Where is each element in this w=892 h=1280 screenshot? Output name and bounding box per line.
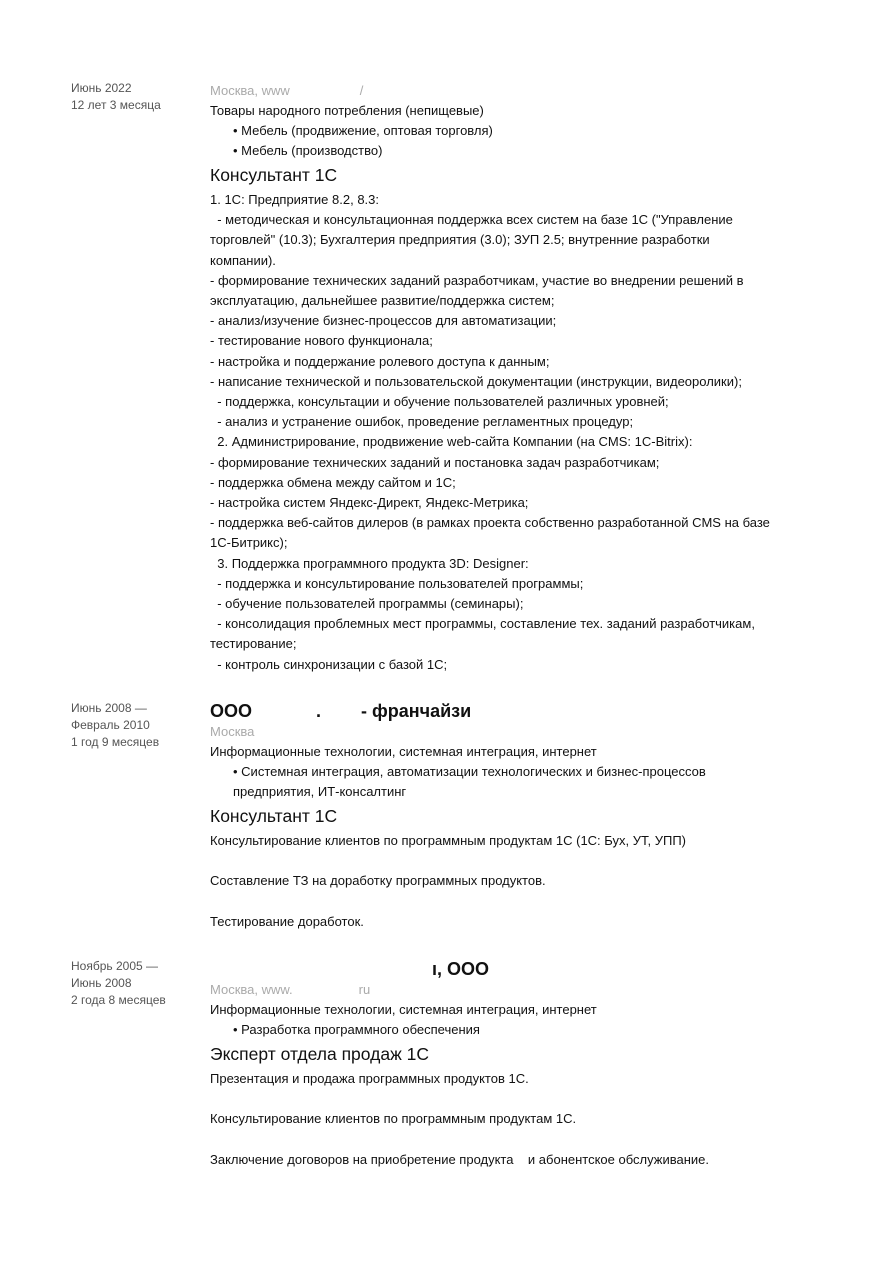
description-line: - настройка и поддержание ролевого доступа к данным; xyxy=(210,353,550,369)
position-title: Эксперт отдела продаж 1С xyxy=(210,1044,430,1064)
duration: 12 лет 3 месяца xyxy=(71,98,161,112)
company-location: Москва, www / xyxy=(210,83,364,98)
description-line: - поддержка веб-сайтов дилеров (в рамках проекта собственно разработанной CMS на базе xyxy=(210,515,770,531)
industry: Информационные технологии, системная интеграция, интернет xyxy=(210,1002,597,1017)
description-line: - контроль синхронизации с базой 1С; xyxy=(210,656,448,672)
start-date: Июнь 2008 — xyxy=(71,701,147,715)
entry-content xyxy=(210,81,825,675)
entry-content xyxy=(210,700,825,932)
description-line: - обучение пользователей программы (семинары); xyxy=(210,596,524,612)
position-title: Консультант 1С xyxy=(210,806,338,826)
description-line: Заключение договоров на приобретение продукта и абонентское обслуживание. xyxy=(210,1151,709,1167)
subindustry: • Системная интеграция, автоматизации технологических и бизнес-процессов xyxy=(233,764,706,779)
position-title: Консультант 1С xyxy=(210,165,338,185)
description-line: 2. Администрирование, продвижение web-сайта Компании (на CMS: 1C-Bitrix): xyxy=(210,434,693,450)
description-line: - анализ и устранение ошибок, проведение регламентных процедур; xyxy=(210,414,634,430)
entry-dates xyxy=(71,958,201,1009)
job-description xyxy=(210,831,825,932)
start-date: Июнь 2022 xyxy=(71,81,132,95)
job-description xyxy=(210,190,825,675)
description-line: - настройка систем Яндекс-Директ, Яндекс-Метрика; xyxy=(210,495,529,511)
entry-content xyxy=(210,958,825,1170)
job-description xyxy=(210,1069,825,1170)
description-line: - тестирование нового функционала; xyxy=(210,333,433,349)
description-line: Тестирование доработок. xyxy=(210,913,364,929)
description-line: - поддержка и консультирование пользователей программы; xyxy=(210,575,584,591)
description-line: - написание технической и пользовательской документации (инструкции, видеоролики); xyxy=(210,373,742,389)
blank-line xyxy=(210,1089,825,1109)
description-line: Консультирование клиентов по программным продуктам 1С. xyxy=(210,1111,577,1127)
end-date: Июнь 2008 xyxy=(71,976,132,990)
end-date: Февраль 2010 xyxy=(71,718,150,732)
description-line: - формирование технических заданий разработчикам, участие во внедрении решений в xyxy=(210,272,744,288)
description-line: 3. Поддержка программного продукта 3D: Designer: xyxy=(210,555,529,571)
start-date: Ноябрь 2005 — xyxy=(71,959,158,973)
description-line: - анализ/изучение бизнес-процессов для автоматизации; xyxy=(210,313,557,329)
description-line: - формирование технических заданий и постановка задач разработчикам; xyxy=(210,454,660,470)
description-line: Презентация и продажа программных продуктов 1С. xyxy=(210,1071,529,1086)
description-line: - консолидация проблемных мест программы, составление тех. заданий разработчикам, xyxy=(210,616,755,632)
subindustry: • Разработка программного обеспечения xyxy=(233,1022,480,1037)
description-line: Составление ТЗ на доработку программных продуктов. xyxy=(210,873,546,889)
industry: Информационные технологии, системная интеграция, интернет xyxy=(210,744,597,759)
duration: 1 год 9 месяцев xyxy=(71,735,160,749)
industry: Товары народного потребления (непищевые) xyxy=(210,103,484,118)
company-name: ООО . - франчайзи xyxy=(210,701,472,721)
subindustry: • Мебель (продвижение, оптовая торговля) xyxy=(233,123,493,138)
blank-line xyxy=(210,1130,825,1150)
description-line: тестирование; xyxy=(210,636,297,652)
description-line: торговлей" (10.3); Бухгалтерия предприятия (3.0); ЗУП 2.5; внутренние разработки xyxy=(210,232,710,248)
blank-line xyxy=(210,892,825,912)
subindustry: предприятия, ИТ-консалтинг xyxy=(233,784,407,799)
duration: 2 года 8 месяцев xyxy=(71,993,166,1007)
description-line: компании). xyxy=(210,252,276,268)
description-line: - поддержка, консультации и обучение пользователей различных уровней; xyxy=(210,394,669,410)
description-line: Консультирование клиентов по программным продуктам 1С (1С: Бух, УТ, УПП) xyxy=(210,833,687,848)
company-location: Москва, www. ru xyxy=(210,982,371,997)
description-line: 1. 1С: Предприятие 8.2, 8.3: xyxy=(210,192,380,207)
description-line: - методическая и консультационная поддержка всех систем на базе 1С ("Управление xyxy=(210,212,733,228)
company-location: Москва xyxy=(210,724,255,739)
entry-dates xyxy=(71,700,201,751)
description-line: - поддержка обмена между сайтом и 1С; xyxy=(210,474,456,490)
subindustry: • Мебель (производство) xyxy=(233,143,383,158)
entry-dates xyxy=(71,80,201,114)
description-line: 1С-Битрикс); xyxy=(210,535,288,551)
blank-line xyxy=(210,851,825,871)
company-name: ı, ООО xyxy=(432,959,490,979)
description-line: эксплуатацию, дальнейшее развитие/поддержка систем; xyxy=(210,293,555,309)
